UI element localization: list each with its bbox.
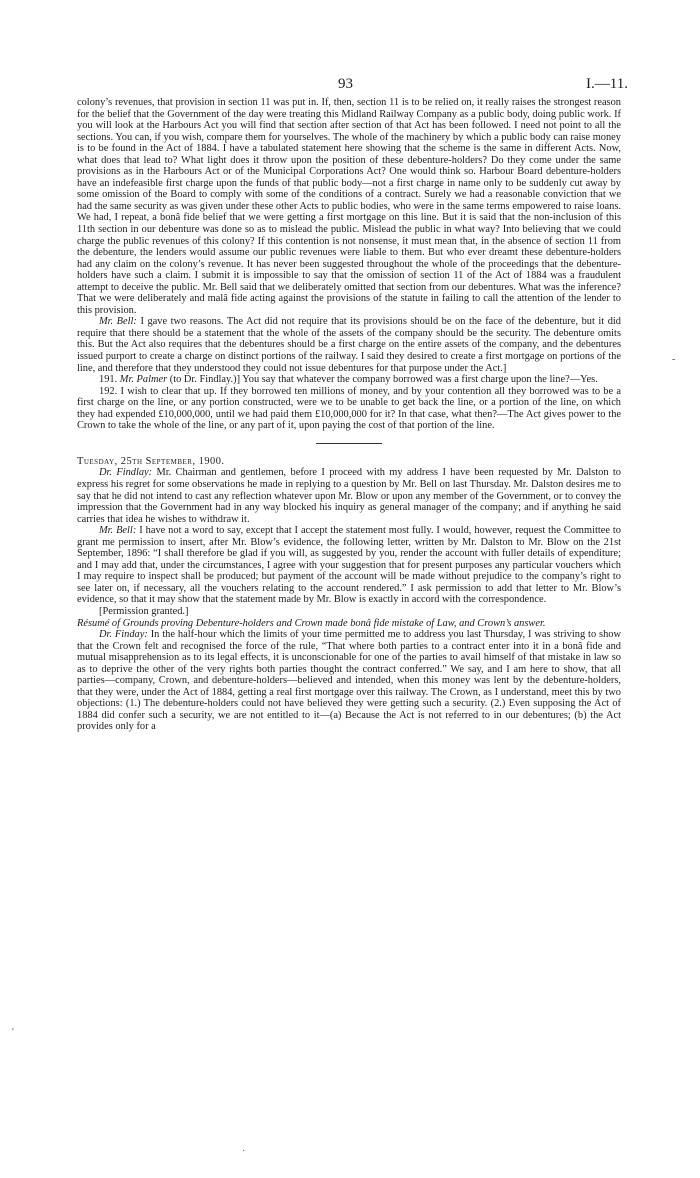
speaker-name: Mr. Bell: <box>99 525 137 537</box>
speaker-name: Mr. Palmer <box>119 374 168 386</box>
section-divider <box>316 443 382 444</box>
paragraph-colony-revenues: colony’s revenues, that provision in section 11 was put in. If, then, section 11 is to be relied on, it really raises the strongest reason for the belief that the Government of the day were treating this Midland Railway Company as a public body, doing public work. If you will look at the Harbours Act you will find that section after section of that Act has been followed. I need not point to all the sections. You can, if you wish, compare them for yourselves. The whole of the machinery by which a public body can raise money is to be found in the Act of 1884. I have a tabulated statement here showing that the scheme is the same in different Acts. Now, what does that lead to? What light does it throw upon the position of these debenture-holders? Do they come under the same provisions as in the Harbours Act or of the Municipal Corporations Act? One would think so. Harbour Board debenture-holders have an indefeasible first charge upon the funds of that public body—not a first charge in name only to be suddenly cut away by some omission of the Board to comply with some of the conditions of a contract. Surely we had a reasonable conviction that we had the same security as was given under these other Acts to public bodies, who were in the same terms empowered to raise loans. We had, I repeat, a bonâ fide belief that we were getting a first mortgage on this line. But it is said that the non-inclusion of this 11th section in our debenture was done so as to mislead the public. Mislead the public in what way? Into believing that we could charge the public revenues of this colony? If this contention is not nonsense, it must mean that, in the absence of section 11 from the debenture, the lenders would assume our public revenues were liable to them. But who ever dreamt these debenture-holders had any claim on the colony’s revenue. It has never been suggested throughout the whole of the proceedings that the debenture-holders have such a claim. I submit it is impossible to say that the omission of section 11 of the Act of 1884 was a fraudulent attempt to deceive the public. Mr. Bell said that we deliberately omitted that section from our debentures. What was the inference? That we were deliberately and malâ fide acting against the provisions of the statute in failing to call the attention of the lender to this provision. <box>77 97 621 316</box>
question-text: I wish to clear that up. If they borrowed ten millions of money, and by your contention all they borrowed was to be a first charge on the line, or any portion constructed, were we to be unable to get back the line, or a portion of the line, on which they had expended £10,000,000, until we had paid them £10,000,000 for it? In that case, what then?—The Act gives power to the Crown to take the whole of the line, or any part of it, upon paying the cost of that portion of the line. <box>77 385 621 432</box>
page-body <box>77 97 621 733</box>
margin-speck: ' <box>12 1027 14 1038</box>
question-text: You say that whatever the company borrowed was a first charge upon the line?—Yes. <box>242 374 598 386</box>
question-192 <box>77 386 621 432</box>
speech-text: Mr. Chairman and gentlemen, before I proceed with my address I have been requested by Mr. Dalston to express his regret for some observations he made in replying to a question by Mr. Bell on last Thursday. Mr. Dalston desires me to say that he did not intend to cast any reflection whatever upon Mr. Blow or upon any member of the Government, or to convey the impression that the Government had in any way blocked his inquiry as general manager of the company; and if anything he said carries that idea he wishes to withdraw it. <box>77 467 621 525</box>
margin-speck: - <box>672 354 676 365</box>
question-number: 192. <box>99 385 118 397</box>
speech-text: I have not a word to say, except that I accept the statement most fully. I would, however, request the Committee to grant me permission to insert, after Mr. Blow’s evidence, the following letter, written by Mr. Dalston to Mr. Blow on the 21st September, 1896: “I shall therefore be glad if you will, as suggested by you, render the account with fuller details of expenditure; and I may add that, under the circumstances, I agree with your suggestion that for present purposes any particular vouchers which I may require to inspect shall be produced; but payment of the account will be made without prejudice to the company’s right to see later on, if necessary, all the vouchers relating to the account rendered.” I ask permission to add that letter to Mr. Blow’s evidence, so that it may show that the statement made by Mr. Blow is exactly in accord with the correspondence. <box>77 525 622 606</box>
section-title: Résumé of Grounds proving Debenture-holders and Crown made bonâ fide mistake of Law, and Crown’s answer. <box>77 617 546 629</box>
paragraph-dr-findlay-apology <box>77 467 621 525</box>
speaker-name: Mr. Bell: <box>99 316 137 328</box>
permission-note: [Permission granted.] <box>99 605 189 617</box>
speaker-name: Dr. Findlay: <box>99 467 153 479</box>
paragraph-mr-bell-reasons <box>77 316 621 374</box>
page-number: 93 <box>338 76 353 92</box>
question-number: 191. <box>99 374 118 386</box>
margin-speck: · <box>242 1146 246 1157</box>
speech-text: I gave two reasons. The Act did not require that its provisions should be on the face of the debenture, but it did require that there should be a statement that the whole of the assets of the company should be the security. The debenture omits this. But the Act also requires that the debentures should be a first charge on the entire assets of the company, and the debentures issued purport to create a charge on distinct portions of the railway. I said they desired to create a first mortgage on portions of the line, and therefore that they understood they could not issue debentures for that purpose under the Act.] <box>77 316 621 374</box>
speaker-name: Dr. Finday: <box>99 629 148 641</box>
speech-text: In the half-hour which the limits of your time permitted me to address you last Thursday, I was striving to show that the Crown felt and recognised the force of the rule, “That where both parties to a contract enter into it in a bonâ fide and mutual misapprehension as to its legal effects, it is unconscionable for one of the parties to avail himself of that mistake in law so as to deprive the other of the very rights both parties thought the contract conferred.” We say, and I am here to show, that all parties—company, Crown, and debenture-holders—believed and intended, when this money was lent by the debenture-holders, that they were, under the Act of 1884, getting a real first mortgage over this railway. The Crown, as I understand, meet this by two objections: (1.) The debenture-holders could not have believed they were getting such a security. (2.) Even supposing the Act of 1884 did confer such a security, we are not entitled to it—(a) Because the Act is not referred to in our debentures; (b) the Act provides only for a <box>77 629 621 733</box>
question-191 <box>77 374 621 386</box>
date-heading: Tuesday, 25th September, 1900. <box>77 455 225 467</box>
parliamentary-paper-reference: I.—11. <box>586 76 628 92</box>
paragraph-mr-bell-letter <box>77 525 621 606</box>
speaker-aside: (to Dr. Findlay.)] <box>169 374 241 386</box>
paragraph-dr-findlay-argument <box>77 629 621 733</box>
